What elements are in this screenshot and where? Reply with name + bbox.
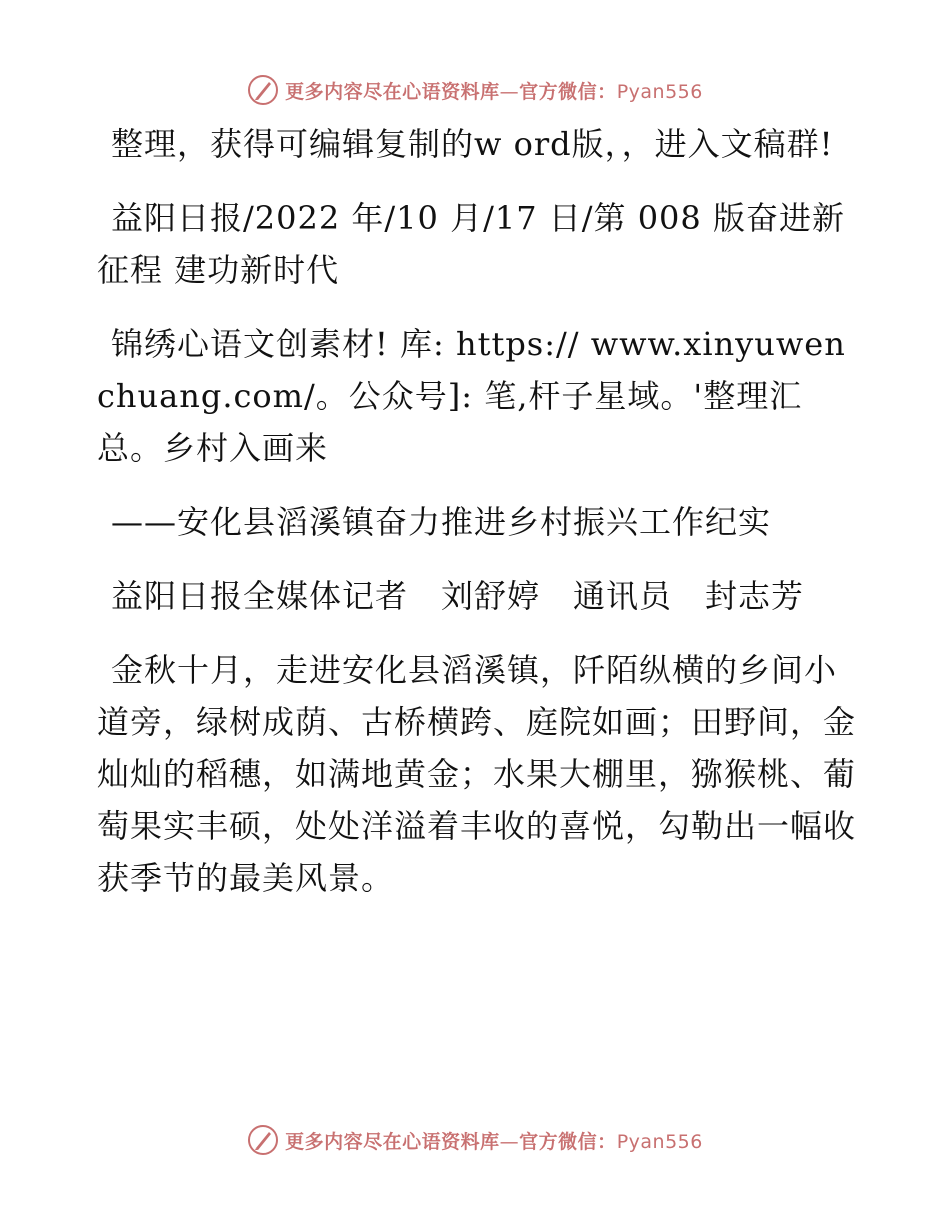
- quill-logo-icon: [247, 1124, 279, 1156]
- subtitle: ——安化县滔溪镇奋力推进乡村振兴工作纪实: [111, 503, 772, 541]
- body-paragraph: 金秋十月，走进安化县滔溪镇，阡陌纵横的乡间小道旁，绿树成荫、古桥横跨、庭院如画；田野间，金灿灿的稻穗，如满地黄金；水果大棚里，猕猴桃、葡萄果实丰硕，处处洋溢着丰收的喜悦，勾勒出一幅收获季节的最美风景。: [97, 651, 857, 897]
- material-note-and-title: 锦绣心语文创素材! 库: https:// www.xinyuwenchuang.com/。公众号]: 笔,杆子星域。'整理汇总。乡村入画来: [97, 325, 846, 467]
- byline: 益阳日报全媒体记者 刘舒婷 通讯员 封志芳: [111, 577, 805, 615]
- document-body: [97, 118, 857, 904]
- watermark-text: 更多内容尽在心语资料库—官方微信：Pyan556: [285, 80, 703, 103]
- intro-paragraph: 整理，获得可编辑复制的w ord版，，进入文稿群!: [111, 125, 834, 163]
- footer-watermark: [0, 1120, 950, 1160]
- watermark-text: 更多内容尽在心语资料库—官方微信：Pyan556: [285, 1130, 703, 1153]
- quill-logo-icon: [247, 74, 279, 106]
- header-watermark: [0, 70, 950, 110]
- source-line: 益阳日报/2022 年/10 月/17 日/第 008 版奋进新征程 建功新时代: [97, 199, 845, 289]
